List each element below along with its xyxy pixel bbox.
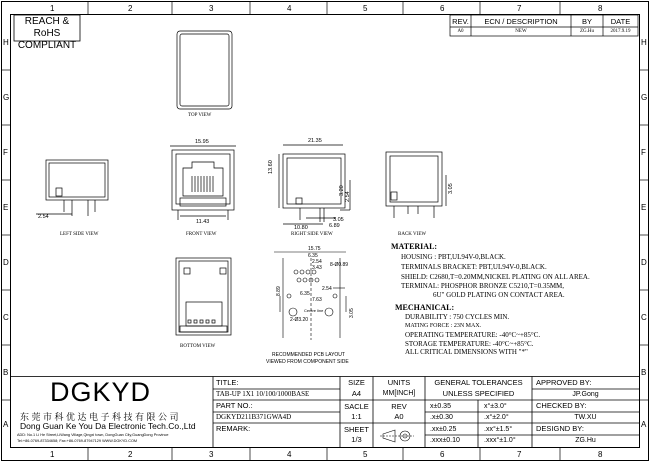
row-label: E	[3, 203, 9, 212]
dim-pcb-d: 3.43	[312, 265, 322, 271]
part-label: PART NO.:	[216, 401, 253, 410]
col-label: 2	[128, 450, 133, 459]
units-label: UNITS	[387, 378, 411, 387]
pcb-center-label: Centre line	[304, 308, 324, 313]
bottom-pins	[188, 320, 215, 323]
front-view-label: FRONT VIEW	[186, 232, 217, 237]
col-label: 3	[209, 450, 214, 459]
ecn-header: ECN / DESCRIPTION	[484, 17, 558, 26]
approved-label: APPROVED BY:	[536, 378, 592, 387]
designed-value: ZG.Hu	[575, 437, 596, 444]
col-label: 1	[50, 450, 55, 459]
projection-symbol	[380, 430, 414, 442]
front-view-drawing	[170, 146, 236, 220]
company-en: Dong Guan Ke You Da Electronic Tech.Co.,Ltd	[20, 421, 196, 431]
mechanical-line: ALL CRITICAL DIMENSIONS WITH "*"	[405, 348, 528, 356]
tolerance-cell: .x°±2.0°	[484, 414, 509, 421]
company-contact: Tel:+86-0769-87334658; Fax:+86-0769-87947129 WWW.DGKYD.COM	[17, 439, 138, 443]
col-label: 3	[209, 4, 214, 13]
sheet-value: 1/3	[351, 435, 362, 444]
rev-value: A0	[394, 412, 404, 421]
row-label: B	[641, 368, 647, 377]
dim-back-h: 3.05	[448, 183, 454, 194]
remark-label: REMARK:	[216, 424, 251, 433]
checked-label: CHECKED BY:	[536, 401, 587, 410]
date-cell: 2017.9.19	[610, 29, 631, 34]
dim-pcb-b: 6.35	[308, 253, 318, 259]
dim-right-e: 2.54	[345, 191, 351, 202]
row-label: C	[641, 313, 647, 322]
title-value: TAB-UP 1X1 10/100/1000BASE	[216, 390, 310, 398]
row-label: D	[3, 258, 9, 267]
row-label: G	[641, 93, 648, 102]
tolerance-cell: x°±3.0°	[484, 403, 507, 410]
dim-pcb-g: 6.35	[300, 291, 310, 297]
row-label: F	[3, 148, 8, 157]
size-value: A4	[351, 389, 362, 398]
row-label: A	[3, 420, 9, 429]
dim-pcb-side: 3.05	[349, 308, 355, 318]
bottom-view-drawing	[176, 258, 231, 335]
compliance-line2: COMPLIANT	[17, 40, 77, 51]
dim-pcb-big: 2-Ø3.20	[290, 317, 309, 323]
col-label: 5	[363, 450, 368, 459]
dim-right-a: 10.80	[294, 225, 308, 231]
row-label: H	[3, 38, 9, 47]
scale-label: SACLE	[344, 402, 369, 411]
company-address: ADD: No.1 Li He Street,LiWang Village,Qingxi town, DongGuan City,GuangDong Province	[17, 433, 169, 437]
rev-label: REV	[391, 402, 407, 411]
part-value: DGKYD211B371GWA4D	[216, 413, 292, 421]
row-label: E	[641, 203, 647, 212]
row-label: B	[3, 368, 9, 377]
col-label: 1	[50, 4, 55, 13]
tolerance-cell: .x±0.30	[430, 414, 453, 421]
title-label: TITLE:	[216, 378, 239, 387]
tolerance-cell: .xx°±1.5°	[484, 426, 513, 433]
mechanical-line: DURABILITY : 750 CYCLES MIN.	[405, 313, 510, 321]
tolerance-title: GENERAL TOLERANCES	[434, 378, 523, 387]
dim-pcb-f: 7.63	[312, 297, 322, 303]
col-label: 8	[598, 4, 603, 13]
dim-right-height: 13.60	[268, 160, 274, 174]
designed-label: DESIGND BY:	[536, 424, 584, 433]
dim-right-d: 3.20	[339, 185, 345, 196]
by-header: BY	[581, 17, 592, 26]
tolerance-cell: x±0.35	[430, 403, 451, 410]
mechanical-line: STORAGE TEMPERATURE: -40°C~+85°C.	[405, 340, 534, 348]
col-label: 7	[517, 4, 522, 13]
dim-right-c: 6.89	[329, 223, 340, 229]
mechanical-line: OPERATING TEMPERATURE: -40°C~+85°C.	[405, 331, 541, 339]
top-view-drawing	[177, 31, 232, 109]
approved-value: JP.Gong	[572, 391, 599, 398]
tolerance-cell: .xx±0.25	[430, 426, 457, 433]
size-label: SIZE	[348, 378, 365, 387]
by-cell: ZG.Hu	[579, 29, 595, 34]
right-view-label: RIGHT SIDE VIEW	[291, 232, 333, 237]
material-line: HOUSING : PBT,UL94V-0,BLACK.	[401, 253, 506, 261]
dim-right-b: 3.05	[333, 217, 344, 223]
material-line: 6U" GOLD PLATING ON CONTACT AREA.	[433, 291, 565, 299]
row-label: C	[3, 313, 9, 322]
pcb-label-1: RECOMMENDED PCB LAYOUT	[272, 352, 345, 358]
brand-logo: DGKYD	[50, 377, 152, 407]
left-view-drawing	[36, 160, 108, 216]
left-view-label: LEFT SIDE VIEW	[60, 232, 99, 237]
tolerance-cell: .xxx°±1.0°	[484, 437, 516, 444]
col-label: 6	[440, 450, 445, 459]
dim-pcb-h: 2.54	[322, 286, 332, 292]
col-label: 8	[598, 450, 603, 459]
bottom-view-label: BOTTOM VIEW	[180, 344, 216, 349]
material-line: TERMINALS BRACKET: PBT,UL94V-0,BLACK.	[401, 263, 547, 271]
col-label: 7	[517, 450, 522, 459]
units-value: MM[INCH]	[382, 390, 416, 397]
pcb-holes	[294, 270, 319, 282]
compliance-line1: REACH & RoHS	[24, 16, 70, 39]
scale-value: 1:1	[351, 412, 362, 421]
dim-pcb-hole: 8-Ø0.89	[330, 262, 349, 268]
dim-pcb-c: 2.54	[312, 259, 322, 265]
col-label: 5	[363, 4, 368, 13]
rev-cell: A0	[457, 29, 464, 34]
mechanical-title: MECHANICAL:	[395, 303, 455, 312]
row-label: H	[641, 38, 647, 47]
tolerance-sub: UNLESS SPECIFIED	[442, 389, 515, 398]
material-line: SHIELD: C2680,T=0.20MM,NICKEL PLATING ON ALL AREA.	[401, 273, 590, 281]
date-header: DATE	[610, 17, 631, 26]
dim-pcb-e: 8.89	[276, 286, 282, 296]
front-contacts	[192, 176, 213, 192]
back-view-drawing	[386, 152, 446, 218]
dim-pcb-a: 15.75	[308, 246, 321, 252]
compliance-label	[14, 16, 80, 52]
col-label: 6	[440, 4, 445, 13]
row-label: G	[3, 93, 10, 102]
row-label: A	[641, 420, 647, 429]
material-title: MATERIAL:	[391, 242, 438, 251]
rev-header: REV.	[452, 17, 469, 26]
material-line: TERMINAL: PHOSPHOR BRONZE C5210,T=0.35MM,	[401, 282, 565, 290]
dim-front-inner: 11.43	[196, 219, 210, 225]
col-label: 4	[287, 4, 292, 13]
col-label: 4	[287, 450, 292, 459]
mechanical-line: MATING FORCE : 23N MAX.	[405, 323, 482, 329]
company-cn: 东 莞 市 科 优 达 电 子 科 技 有 限 公 司	[20, 412, 179, 422]
tolerance-cell: .xxx±0.10	[430, 437, 460, 444]
pcb-label-2: VIEWED FROM COMPONENT SIDE	[266, 359, 349, 365]
ecn-cell: NEW	[515, 29, 527, 34]
sheet-label: SHEET	[343, 425, 369, 434]
checked-value: TW.XU	[574, 414, 597, 421]
back-view-label: BACK VIEW	[398, 232, 427, 237]
dim-front-width: 15.95	[195, 139, 209, 145]
dim-right-length: 21.35	[308, 138, 322, 144]
top-view-label: TOP VIEW	[188, 113, 212, 118]
col-label: 2	[128, 4, 133, 13]
dim-left-pin: 2.54	[38, 214, 49, 220]
row-label: F	[641, 148, 646, 157]
row-label: D	[641, 258, 647, 267]
